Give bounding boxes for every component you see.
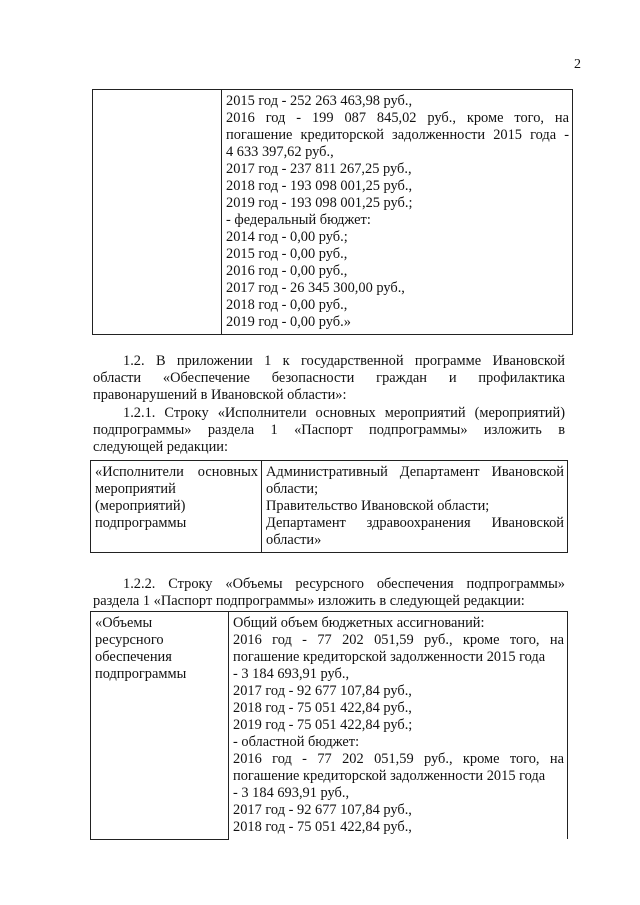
label-line: подпрограммы (95, 515, 187, 531)
funding-table-continued (92, 89, 573, 335)
funding-line: 2019 год - 75 051 422,84 руб.; (233, 717, 413, 733)
funding-line: 2019 год - 193 098 001,25 руб.; (226, 195, 413, 211)
funding-line: 2018 год - 75 051 422,84 руб., (233, 819, 412, 835)
executor-line: Правительство Ивановской области; (266, 498, 490, 514)
paragraph-1-2 (93, 353, 565, 404)
funding-line: 2017 год - 92 677 107,84 руб., (233, 683, 412, 699)
paragraph-1-2-2 (93, 576, 565, 610)
funding-line: 2015 год - 0,00 руб., (226, 246, 348, 262)
table-cell-label (91, 461, 262, 553)
label-line: (мероприятий) (95, 498, 186, 514)
executor-line: Департамент здравоохранения Ивановской (266, 515, 564, 531)
paragraph-line: раздела 1 «Паспорт подпрограммы» изложить в следующей редакции: (93, 593, 525, 609)
table-row (91, 461, 568, 553)
table-cell-funding (229, 612, 568, 840)
funding-line: 2016 год - 0,00 руб., (226, 263, 348, 279)
funding-line: - областной бюджет: (233, 734, 360, 750)
funding-line: Общий объем бюджетных ассигнований: (233, 615, 485, 631)
funding-line: 2016 год - 77 202 051,59 руб., кроме того, на (233, 751, 564, 767)
funding-line: 2018 год - 75 051 422,84 руб., (233, 700, 412, 716)
executors-table (90, 460, 568, 553)
table-cell-empty (93, 90, 222, 335)
funding-line: 2019 год - 0,00 руб.» (226, 314, 351, 330)
funding-line: 2018 год - 0,00 руб., (226, 297, 348, 313)
paragraph-line: 1.2.1. Строку «Исполнители основных мероприятий (мероприятий) (123, 405, 565, 421)
funding-line: - 3 184 693,91 руб., (233, 785, 350, 801)
label-line: обеспечения (95, 649, 172, 665)
executor-line: области; (266, 481, 319, 497)
paragraph-line: подпрограммы» раздела 1 «Паспорт подпрограммы» изложить в (93, 422, 565, 438)
table-cell-executors (262, 461, 568, 553)
paragraph-line: следующей редакции: (93, 439, 228, 455)
funding-line: 2014 год - 0,00 руб.; (226, 229, 348, 245)
funding-line: - федеральный бюджет: (226, 212, 371, 228)
funding-line: 2017 год - 92 677 107,84 руб., (233, 802, 412, 818)
funding-line: - 3 184 693,91 руб., (233, 666, 350, 682)
funding-line: 2017 год - 26 345 300,00 руб., (226, 280, 405, 296)
funding-line: погашение кредиторской задолженности 2015 года (233, 649, 546, 665)
paragraph-line: 1.2.2. Строку «Объемы ресурсного обеспечения подпрограммы» (123, 576, 565, 592)
resources-table (90, 611, 568, 840)
label-line: ресурсного (95, 632, 164, 648)
page-number: 2 (574, 57, 581, 72)
funding-line: 2016 год - 77 202 051,59 руб., кроме того, на (233, 632, 564, 648)
funding-line: погашение кредиторской задолженности 2015 года (233, 768, 546, 784)
label-line: «Исполнители основных (95, 464, 258, 480)
executor-line: области» (266, 532, 322, 548)
table-row (91, 612, 568, 840)
paragraph-line: области «Обеспечение безопасности граждан и профилактика (93, 370, 565, 386)
table-cell-label (91, 612, 229, 840)
funding-line: 2016 год - 199 087 845,02 руб., кроме того, на (226, 110, 569, 126)
label-line: подпрограммы (95, 666, 187, 682)
funding-line: 2018 год - 193 098 001,25 руб., (226, 178, 413, 194)
label-line: мероприятий (95, 481, 176, 497)
paragraph-1-2-1 (93, 405, 565, 456)
label-line: «Объемы (95, 615, 153, 631)
executor-line: Административный Департамент Ивановской (266, 464, 564, 480)
paragraph-line: 1.2. В приложении 1 к государственной программе Ивановской (123, 353, 565, 369)
funding-line: 2017 год - 237 811 267,25 руб., (226, 161, 412, 177)
table-row (93, 90, 573, 335)
table-cell-funding (222, 90, 573, 335)
paragraph-line: правонарушений в Ивановской области»: (93, 387, 347, 403)
funding-line: 4 633 397,62 руб., (226, 144, 334, 160)
funding-line: 2015 год - 252 263 463,98 руб., (226, 93, 413, 109)
funding-line: погашение кредиторской задолженности 2015 года - (226, 127, 569, 143)
